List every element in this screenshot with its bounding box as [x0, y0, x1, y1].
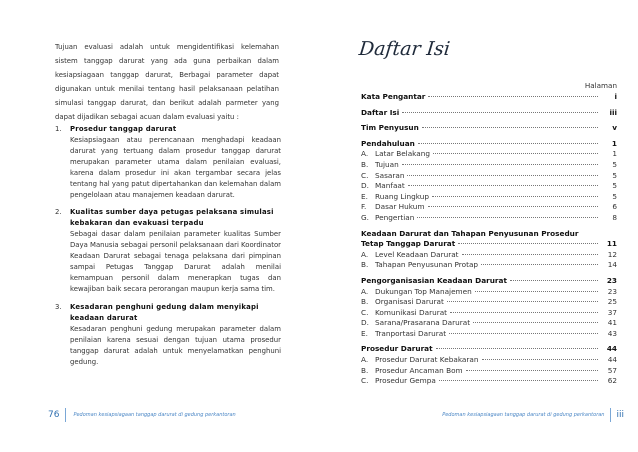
toc-label: Prosedur Gempa: [375, 376, 436, 386]
toc-page-number: 5: [612, 159, 617, 169]
toc-dot-leader: [466, 370, 598, 371]
toc-dot-leader: [428, 96, 598, 97]
toc-subsection-row[interactable]: [361, 366, 617, 377]
toc-label: Tahapan Penyusunan Protap: [375, 260, 479, 270]
toc-letter: C.: [361, 307, 369, 317]
toc-letter: E.: [361, 191, 368, 201]
toc-page-number: 1: [611, 138, 617, 148]
toc-page-number: v: [612, 123, 617, 133]
toc-letter: B.: [361, 297, 369, 307]
right-page-number: iii: [610, 408, 624, 422]
toc-subsection-row[interactable]: [361, 376, 617, 387]
toc-dot-leader: [402, 164, 598, 165]
toc-label: Ruang Lingkup: [375, 191, 430, 201]
item-title: Kesadaran penghuni gedung dalam menyikapi keadaan darurat: [70, 302, 259, 322]
toc-label: Tranportasi Darurat: [375, 328, 447, 338]
toc-dot-leader: [450, 312, 598, 313]
toc-letter: C.: [361, 170, 369, 180]
toc-dot-leader: [447, 301, 598, 302]
parameter-item: [55, 124, 281, 200]
toc-heading-line: Keadaan Darurat dan Tahapan Penyusunan Prosedur: [361, 228, 579, 238]
toc-label: Dukungan Top Manajemen: [375, 286, 472, 296]
left-footer: [48, 408, 236, 422]
item-number: 3.: [55, 302, 62, 311]
intro-paragraph: Tujuan evaluasi adalah untuk mengidentifikasi kelemahan sistem tanggap darurat yang ada guna perbaikan dalam kesiapsiagaan tanggap darurat, Berbagai parameter dapat digunakan untuk menilai tentang hasil pelaksanaan pelatihan simulasi tanggap darurat, dan berikut adalah parmeter yang dapat dijadikan sebagai acuan dalam evaluasi yaitu :: [55, 43, 279, 121]
item-title: Prosedur tanggap darurat: [70, 125, 177, 133]
toc-page-number: iii: [609, 107, 617, 117]
toc-subsection-row[interactable]: [361, 160, 617, 171]
toc-letter: E.: [361, 328, 368, 338]
toc-dot-leader: [407, 175, 598, 176]
toc-dot-leader: [402, 112, 598, 113]
toc-page-number: 23: [607, 286, 617, 296]
item-number: 1.: [55, 125, 62, 133]
toc-page-number: 5: [612, 191, 617, 201]
table-of-contents: [361, 92, 617, 387]
parameter-item: [55, 207, 281, 294]
toc-page-number: 57: [607, 365, 617, 375]
toc-subsection-row[interactable]: [361, 213, 617, 224]
toc-subsection-row[interactable]: [361, 297, 617, 308]
item-title: Kualitas sumber daya petugas pelaksana simulasi kebakaran dan evakuasi terpadu: [70, 208, 274, 228]
toc-label: Prosedur Darurat: [361, 344, 433, 354]
toc-label: Organisasi Darurat: [375, 297, 444, 307]
toc-page-number: 6: [612, 202, 617, 212]
toc-page-number: 41: [607, 318, 617, 328]
toc-page-number: 11: [606, 239, 617, 249]
toc-letter: F.: [361, 202, 367, 212]
toc-label: Sarana/Prasarana Darurat: [375, 318, 471, 328]
toc-chapter-row[interactable]: [361, 108, 617, 119]
toc-chapter-row[interactable]: [361, 92, 617, 103]
toc-page-number: 8: [612, 212, 617, 222]
toc-label: Prosedur Darurat Kebakaran: [375, 355, 479, 365]
toc-dot-leader: [449, 333, 598, 334]
toc-page-number: 62: [607, 376, 617, 386]
toc-letter: G.: [361, 212, 369, 222]
toc-dot-leader: [422, 127, 598, 128]
toc-chapter-row[interactable]: [361, 276, 617, 287]
toc-subsection-row[interactable]: [361, 260, 617, 271]
toc-page-number: 5: [612, 170, 617, 180]
toc-label: Level Keadaan Darurat: [375, 249, 459, 259]
toc-page-number: 44: [607, 355, 617, 365]
toc-subsection-row[interactable]: [361, 308, 617, 319]
toc-label: Pendahuluan: [361, 138, 415, 148]
toc-page-number: 37: [607, 307, 617, 317]
toc-dot-leader: [475, 291, 598, 292]
item-body: Sebagai dasar dalam penilaian parameter kualitas Sumber Daya Manusia sebagai personil pelaksanaan dari Koordinator Keadaan Darurat sebagai tenaga pelaksana dari pimpinan sampai Petugas Tanggap Darurat adalah menilai kemampuan personil dalam menerapkan tugas dan kewajiban baik secara perorangan maupun kerja sama tim.: [70, 230, 282, 293]
halaman-label: Halaman: [584, 81, 617, 90]
toc-label: Komunikasi Darurat: [375, 307, 448, 317]
toc-dot-leader: [436, 348, 598, 349]
toc-letter: D.: [361, 181, 369, 191]
toc-label: Prosedur Ancaman Bom: [375, 365, 463, 375]
toc-label: Latar Belakang: [375, 149, 431, 159]
toc-label: Tim Penyusun: [361, 123, 419, 133]
toc-page-number: 43: [607, 328, 617, 338]
toc-label: Tujuan: [375, 159, 399, 169]
toc-label: Manfaat: [375, 181, 405, 191]
toc-label: Pengorganisasian Keadaan Darurat: [361, 275, 507, 285]
toc-subsection-row[interactable]: [361, 355, 617, 366]
toc-page-number: i: [614, 92, 617, 101]
toc-subsection-row[interactable]: [361, 149, 617, 160]
toc-subsection-row[interactable]: [361, 202, 617, 213]
toc-subsection-row[interactable]: [361, 250, 617, 261]
toc-dot-leader: [473, 322, 598, 323]
toc-subsection-row[interactable]: [361, 287, 617, 298]
toc-dot-leader: [482, 359, 599, 360]
toc-page-number: 44: [606, 344, 617, 354]
toc-dot-leader: [481, 264, 598, 265]
toc-letter: A.: [361, 149, 369, 159]
toc-dot-leader: [510, 280, 598, 281]
toc-label: Tetap Tanggap Darurat: [361, 239, 456, 249]
toc-dot-leader: [432, 196, 598, 197]
toc-label: Dasar Hukum: [375, 202, 425, 212]
toc-subsection-row[interactable]: [361, 192, 617, 203]
toc-dot-leader: [439, 380, 598, 381]
toc-page-number: 12: [607, 249, 617, 259]
toc-page-number: 5: [612, 181, 617, 191]
toc-dot-leader: [418, 143, 598, 144]
toc-label: Pengertian: [375, 212, 415, 222]
toc-letter: B.: [361, 260, 369, 270]
toc-letter: B.: [361, 365, 369, 375]
toc-letter: D.: [361, 318, 369, 328]
toc-label: Sasaran: [375, 170, 405, 180]
toc-page-number: 1: [612, 149, 617, 159]
toc-dot-leader: [417, 217, 598, 218]
toc-letter: A.: [361, 249, 369, 259]
item-number: 2.: [55, 208, 62, 217]
toc-dot-leader: [428, 206, 598, 207]
left-footer-text: Pedoman kesiapsiagaan tanggap darurat di gedung perkantoran: [73, 412, 236, 418]
toc-chapter-row[interactable]: [361, 344, 617, 355]
toc-page-number: 23: [606, 275, 617, 285]
toc-dot-leader: [462, 254, 598, 255]
toc-subsection-row[interactable]: [361, 181, 617, 192]
toc-letter: C.: [361, 376, 369, 386]
toc-label: Daftar Isi: [361, 107, 400, 117]
left-page-number: 76: [48, 408, 66, 422]
toc-page-number: 25: [607, 297, 617, 307]
right-footer: [442, 408, 624, 422]
toc-letter: A.: [361, 286, 369, 296]
toc-subsection-row[interactable]: [361, 171, 617, 182]
toc-letter: A.: [361, 355, 369, 365]
toc-chapter-row[interactable]: [361, 139, 617, 150]
toc-label: Kata Pengantar: [361, 92, 426, 101]
parameter-item: [55, 302, 281, 368]
item-body: Kesadaran penghuni gedung merupakan parameter dalam penilaian karena sesuai dengan tujuan utama prosedur tanggap darurat adalah untuk menyelamatkan penghuni gedung.: [70, 324, 281, 366]
toc-chapter-row[interactable]: [361, 123, 617, 134]
parameter-list: [55, 124, 281, 375]
toc-chapter-row[interactable]: [361, 239, 617, 250]
toc-page-number: 14: [607, 260, 617, 270]
toc-subsection-row[interactable]: [361, 329, 617, 340]
toc-dot-leader: [433, 153, 598, 154]
item-body: Kesiapsiagaan atau perencanaan menghadapi keadaan darurat yang tertuang dalam prosedur tanggap darurat merupakan parameter utama dalam penilaian evaluasi, karena dalam prosedur ini akan tergambar secara jelas tentang hal yang patut dipertahankan dan kelemahan dalam pengelolaan atau manajemen keadaan darurat.: [70, 136, 281, 199]
toc-title: Daftar Isi: [357, 38, 452, 60]
toc-subsection-row[interactable]: [361, 318, 617, 329]
toc-letter: B.: [361, 159, 369, 169]
toc-dot-leader: [458, 243, 598, 244]
right-footer-text: Pedoman kesiapsiagaan tanggap darurat di gedung perkantoran: [442, 412, 605, 418]
right-page: [319, 0, 638, 452]
toc-dot-leader: [408, 185, 598, 186]
